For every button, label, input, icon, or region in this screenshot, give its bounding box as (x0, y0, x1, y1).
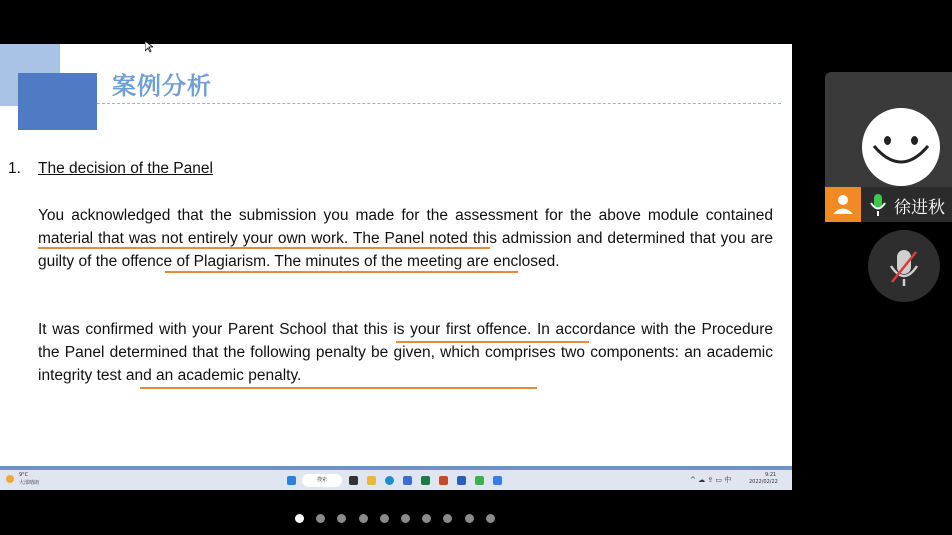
decor-square-dark (18, 73, 97, 130)
annotation-underline (38, 247, 490, 249)
paragraph-penalty (38, 318, 773, 387)
file-explorer-icon[interactable] (367, 476, 376, 485)
pagination-dot[interactable] (380, 514, 389, 523)
para1-text-a: You acknowledged that the submission you made for the assessment for the above module (38, 207, 706, 224)
person-icon (825, 187, 861, 222)
task-view-icon[interactable] (349, 476, 358, 485)
weather-temp: 9°C (19, 472, 29, 478)
pagination-dot[interactable] (443, 514, 452, 523)
annotation-underline (140, 387, 537, 389)
smile-mouth (862, 108, 940, 186)
highlight-guilty: you are guilty of the offence of Plagiarism. (38, 230, 774, 270)
para2-text-c: In accordance with the Procedure the Panel determined that the following penalty be given, which comprises two components: (38, 321, 774, 361)
mouse-cursor-icon (145, 41, 153, 53)
pagination-dot[interactable] (465, 514, 474, 523)
microphone-muted-icon (868, 230, 940, 302)
participant-avatar-icon (825, 187, 861, 222)
tray-icons[interactable]: ^ ☁ ⇪ ▭ 中 (690, 476, 732, 484)
paragraph-acknowledgement (38, 204, 773, 273)
wechat-icon[interactable] (475, 476, 484, 485)
app-icon[interactable] (403, 476, 412, 485)
para1-text-c: The Panel noted this admission and determined that (348, 230, 721, 247)
para1-text-e: The minutes of the meeting are enclosed. (270, 253, 560, 270)
annotation-underline (165, 271, 518, 273)
participant-name: 徐进秋 (894, 198, 945, 218)
microphone-active-icon (868, 192, 888, 218)
powerpoint-icon[interactable] (439, 476, 448, 485)
meeting-app-icon[interactable] (493, 476, 502, 485)
pagination-dot[interactable] (422, 514, 431, 523)
weather-desc: 大部晴朗 (19, 480, 40, 486)
highlight-first-offence: this is your first offence. (363, 321, 532, 338)
slide-title: 案例分析 (112, 72, 212, 100)
mute-button[interactable] (868, 230, 940, 302)
search-label: 搜索 (316, 477, 327, 483)
taskbar (0, 466, 792, 490)
pagination-dot[interactable] (359, 514, 368, 523)
annotation-underline (396, 341, 589, 343)
pagination-dot[interactable] (295, 514, 304, 523)
weather-icon (6, 475, 14, 483)
para2-text-a: It was confirmed with your Parent School that (38, 321, 364, 338)
title-divider (97, 103, 781, 104)
clock-date[interactable]: 2022/02/22 (749, 479, 778, 485)
presentation-slide (0, 44, 792, 466)
edge-icon[interactable] (385, 476, 394, 485)
pagination-dot[interactable] (486, 514, 495, 523)
pagination-dot[interactable] (401, 514, 410, 523)
item-heading: The decision of the Panel (38, 160, 213, 177)
avatar-smiley-icon (862, 108, 940, 186)
highlight-own-work: contained material that was not entirely your own work. (38, 207, 773, 247)
pagination-dot[interactable] (316, 514, 325, 523)
item-number: 1. (8, 160, 21, 177)
highlight-penalty: an academic integrity test and an academic penalty. (38, 344, 773, 384)
word-icon[interactable] (457, 476, 466, 485)
excel-icon[interactable] (421, 476, 430, 485)
clock-time[interactable]: 9:21 (765, 472, 777, 478)
pagination-dot[interactable] (337, 514, 346, 523)
taskbar-search[interactable] (302, 474, 342, 487)
start-icon[interactable] (287, 476, 296, 485)
